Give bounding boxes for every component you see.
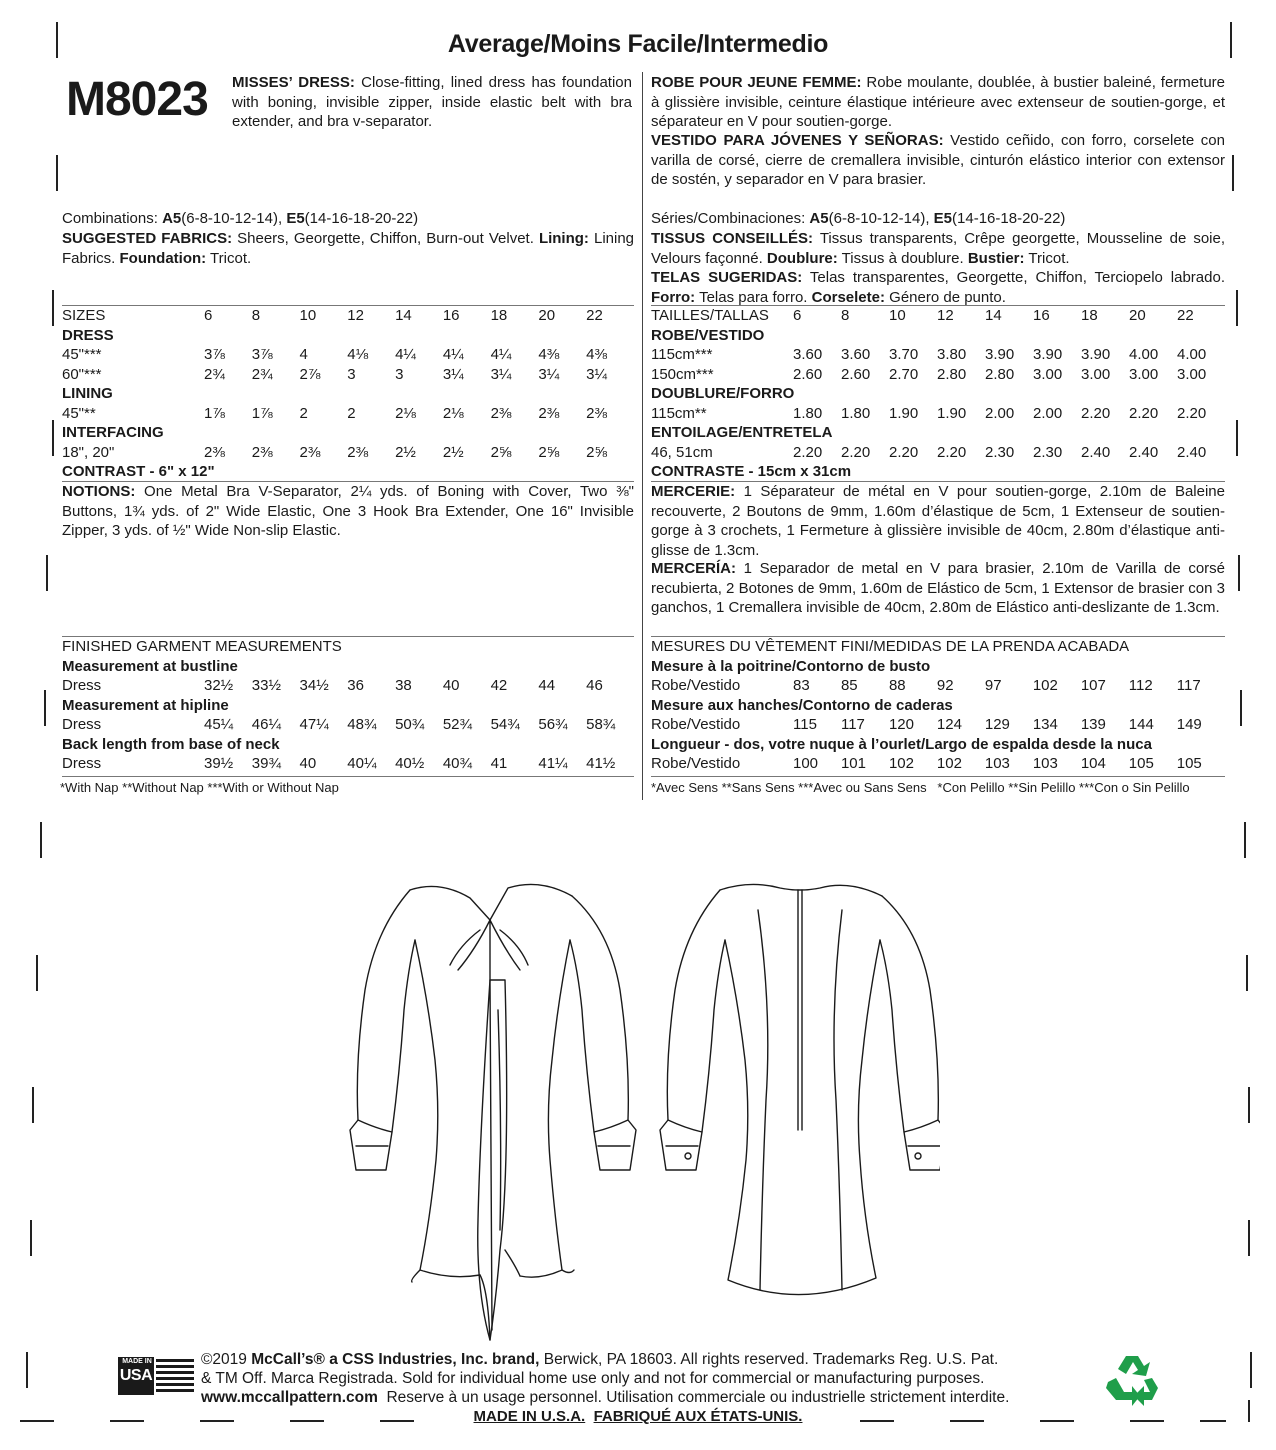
yardage-cell: 1.90 xyxy=(889,404,919,422)
measurement-cell: 107 xyxy=(1080,677,1106,694)
measurement-cell: 40 xyxy=(442,677,460,694)
measurement-cell: 41 xyxy=(490,755,508,772)
row-label: 45"** xyxy=(62,404,96,422)
measurement-row xyxy=(651,754,1225,774)
recycle-icon xyxy=(1104,1352,1160,1406)
description-fr-title: ROBE POUR JEUNE FEMME: xyxy=(651,74,862,91)
section-label: DOUBLURE/FORRO xyxy=(651,385,795,402)
yardage-cell: 1.80 xyxy=(841,404,871,422)
measurement-cell: 124 xyxy=(936,716,962,733)
combinations-label-fr: Séries/Combinaciones: xyxy=(651,210,806,227)
fabrics-es-lining-label: Forro: xyxy=(651,288,696,306)
row-label: 150cm*** xyxy=(651,365,714,383)
measurement-cell: 50¾ xyxy=(395,716,425,733)
yardage-cell: 2¾ xyxy=(251,365,273,383)
yardage-row xyxy=(651,404,1225,424)
size-header-cell: 20 xyxy=(538,307,556,324)
measurement-row-label: Robe/Vestido xyxy=(651,677,741,694)
measurement-cell: 101 xyxy=(840,755,866,772)
row-label: 60"*** xyxy=(62,365,102,383)
measurement-label: Measurement at hipline xyxy=(62,696,229,714)
notions-es-title: MERCERÍA: xyxy=(651,560,736,577)
measurement-cell: 112 xyxy=(1128,677,1153,694)
yardage-cell: 2½ xyxy=(442,443,464,461)
made-in-usa-line xyxy=(0,1408,1276,1425)
section-label: CONTRASTE - 15cm x 31cm xyxy=(651,463,852,480)
rule-note-fr xyxy=(651,776,1225,777)
measurement-label: Mesure aux hanches/Contorno de caderas xyxy=(651,696,953,714)
notions-fr-text: 1 Séparateur de métal en V pour soutien-gorge, 2.10m de Baleine recouverte, 2 Boutons de 9mm, 1.60m d’élastique de 5cm, 1 Extenseur de soutien-gorge à 3 crochets, 1 Fermeture à glissière invisible de 40cm, 2.80m d’élastique anti-glisse de 1.3cm. xyxy=(651,483,1225,559)
finished-title-row xyxy=(651,637,1225,657)
row-label: 115cm** xyxy=(651,404,707,422)
measurement-label-row xyxy=(651,735,1225,755)
yardage-cell: 3.90 xyxy=(1033,346,1063,363)
yardage-cell: 4.00 xyxy=(1177,346,1207,363)
combo-a5-sizes: (6-8-10-12-14), xyxy=(181,210,283,227)
size-header-row xyxy=(62,306,634,326)
measurement-row-label: Dress xyxy=(62,755,102,772)
yardage-cell: 4⅛ xyxy=(347,346,369,363)
yardage-cell: 3.00 xyxy=(1081,365,1111,383)
size-header-cell: 16 xyxy=(1033,307,1050,324)
description-fr-text: Robe moulante, doublée, à bustier baleiné, fermeture à glissière invisible, ceinture élastique intérieure avec extenseur de soutien-gorge, et séparateur en V pour soutien-gorge. xyxy=(651,74,1225,130)
combo-a5-code-fr: A5 xyxy=(809,210,829,227)
yardage-cell: 2⅜ xyxy=(251,443,273,461)
description-es xyxy=(651,131,1225,190)
measurement-cell: 56¾ xyxy=(538,716,568,733)
row-label: 45"*** xyxy=(62,346,102,363)
copyright-line1-rest: Berwick, PA 18603. All rights reserved. Trademarks Reg. U.S. Pat. xyxy=(539,1351,999,1368)
measurement-row-label: Robe/Vestido xyxy=(651,716,741,733)
measurement-label: Measurement at bustline xyxy=(62,657,238,675)
yardage-cell: 2.30 xyxy=(985,443,1015,461)
size-header-cell: 20 xyxy=(1129,307,1146,324)
yardage-cell: 3⅞ xyxy=(204,346,225,363)
measurement-label: Back length from base of neck xyxy=(62,735,280,753)
measurement-cell: 44 xyxy=(538,677,556,694)
notions-en xyxy=(62,482,634,541)
yardage-row xyxy=(62,443,634,463)
yardage-cell: 1.90 xyxy=(937,404,967,422)
measurement-row-label: Robe/Vestido xyxy=(651,755,741,772)
finished-table-fr xyxy=(651,637,1225,774)
measurement-cell: 105 xyxy=(1176,755,1202,772)
measurement-row-label: Dress xyxy=(62,716,102,733)
size-header-cell: 22 xyxy=(586,307,603,324)
measurement-cell: 47¼ xyxy=(299,716,329,733)
description-es-title: VESTIDO PARA JÓVENES Y SEÑORAS: xyxy=(651,132,944,149)
measurement-cell: 117 xyxy=(1176,677,1201,694)
fabrics-es-lining-text: Telas para forro. xyxy=(695,288,808,306)
copyright-line-1 xyxy=(201,1350,1101,1369)
combo-e5-sizes-fr: (14-16-18-20-22) xyxy=(952,210,1066,227)
description-en-text: Close-fitting, lined dress has foundation with boning, invisible zipper, inside elastic belt with bra extender, and bra v-separator. xyxy=(232,74,632,130)
size-header-cell: 8 xyxy=(841,307,850,324)
nap-note-en: *With Nap **Without Nap ***With or Without Nap xyxy=(60,780,339,795)
measurement-cell: 34½ xyxy=(299,677,329,694)
measurement-cell: 85 xyxy=(840,677,858,694)
fabrics-en-foundation-text: Tricot. xyxy=(206,249,252,267)
yardage-cell: 2½ xyxy=(395,443,416,461)
notions-en-title: NOTIONS: xyxy=(62,483,136,500)
notions-es-text: 1 Separador de metal en V para brasier, 2.10m de Varilla de corsé recubierta, 2 Botones de 9mm, 1.60m de Elástico de 5cm, 1 Extensor de brasier con 3 ganchos, 1 Cremallera invisible de 40cm, 2.80m de Elástico anti-deslizante de 1.3cm. xyxy=(651,560,1225,616)
size-header-row xyxy=(651,306,1225,326)
copyright-line-3 xyxy=(201,1388,1101,1407)
yardage-cell: 1⅞ xyxy=(251,404,273,422)
measurement-label-row xyxy=(651,696,1225,716)
yardage-cell: 2.60 xyxy=(841,365,871,383)
measurement-cell: 104 xyxy=(1080,755,1106,772)
row-label: 18", 20" xyxy=(62,443,115,461)
yardage-cell: 4¼ xyxy=(490,346,512,363)
fabrics-fr-bustier-label: Bustier: xyxy=(967,249,1025,267)
measurement-cell: 129 xyxy=(984,716,1010,733)
yardage-cell: 3 xyxy=(395,365,404,383)
yardage-cell: 2.20 xyxy=(1081,404,1111,422)
size-header-cell: 14 xyxy=(395,307,412,324)
measurement-cell: 46 xyxy=(586,677,603,694)
yardage-cell: 2⅜ xyxy=(490,404,512,422)
measurement-cell: 39¾ xyxy=(251,755,281,772)
combinations-en xyxy=(62,209,418,229)
yardage-cell: 3.60 xyxy=(841,346,871,363)
yardage-cell: 2.20 xyxy=(1177,404,1207,422)
yardage-cell: 2.60 xyxy=(793,365,823,383)
dress-back-view xyxy=(660,884,940,1294)
measurement-cell: 52¾ xyxy=(442,716,473,733)
yardage-table-fr xyxy=(651,306,1225,482)
notions-es xyxy=(651,559,1225,618)
combo-e5-sizes: (14-16-18-20-22) xyxy=(304,210,419,227)
combo-a5-sizes-fr: (6-8-10-12-14), xyxy=(828,210,930,227)
yardage-row xyxy=(651,365,1225,385)
fabrics-fr-lining-text: Tissus à doublure. xyxy=(837,249,964,267)
measurement-cell: 48¾ xyxy=(347,716,377,733)
yardage-cell: 2⅝ xyxy=(538,443,560,461)
size-header-label: SIZES xyxy=(62,307,106,324)
yardage-cell: 2.00 xyxy=(985,404,1015,422)
yardage-row xyxy=(651,443,1225,463)
yardage-cell: 2⅞ xyxy=(299,365,321,383)
finished-title: MESURES DU VÊTEMENT FINI/MEDIDAS DE LA PRENDA ACABADA xyxy=(651,638,1130,655)
measurement-cell: 42 xyxy=(490,677,508,694)
yardage-table-en xyxy=(62,306,634,482)
measurement-cell: 33½ xyxy=(251,677,281,694)
measurement-cell: 117 xyxy=(840,716,865,733)
measurement-cell: 41½ xyxy=(586,755,616,772)
size-header-cell: 12 xyxy=(937,307,954,324)
yardage-cell: 2⅜ xyxy=(204,443,225,461)
size-header-cell: 14 xyxy=(985,307,1002,324)
section-label: ROBE/VESTIDO xyxy=(651,326,765,344)
measurement-cell: 40 xyxy=(299,755,317,772)
fabrics-es-text: Telas transparentes, Georgette, Chiffon, Terciopelo labrado. xyxy=(802,269,1225,286)
measurement-cell: 144 xyxy=(1128,716,1154,733)
section-label: ENTOILAGE/ENTRETELA xyxy=(651,424,833,441)
size-header-cell: 12 xyxy=(347,307,364,324)
copyright-brand: McCall’s® a CSS Industries, Inc. brand, xyxy=(251,1351,540,1368)
finished-title-row xyxy=(62,637,634,657)
fabrics-fr-bustier-text: Tricot. xyxy=(1024,249,1070,267)
fabrics-en-title: SUGGESTED FABRICS: xyxy=(62,230,233,247)
yardage-row xyxy=(651,345,1225,365)
measurement-row xyxy=(651,676,1225,696)
fabrics-fr xyxy=(651,229,1225,268)
yardage-cell: 3¼ xyxy=(586,365,607,383)
made-in-usa-flag xyxy=(118,1357,194,1395)
yardage-cell: 2⅜ xyxy=(538,404,560,422)
yardage-cell: 2⅜ xyxy=(299,443,321,461)
measurement-cell: 120 xyxy=(888,716,914,733)
fabrics-fr-text: Tissus transparents, Crêpe georgette, Mousseline de soie, Velours façonné. xyxy=(651,230,1226,267)
yardage-cell: 2.80 xyxy=(937,365,967,383)
yardage-cell: 2 xyxy=(299,404,308,422)
combinations-label: Combinations: xyxy=(62,210,158,227)
section-row xyxy=(62,384,634,404)
section-label: INTERFACING xyxy=(62,424,164,441)
measurement-label: Longueur - dos, votre nuque à l’ourlet/Largo de espalda desde la nuca xyxy=(651,735,1152,753)
description-en-title: MISSES’ DRESS: xyxy=(232,74,355,91)
yardage-cell: 1.80 xyxy=(793,404,823,422)
measurement-row xyxy=(62,676,634,696)
description-fr xyxy=(651,73,1225,132)
description-es-text: Vestido ceñido, con forro, corselete con varilla de corsé, cierre de cremallera invisible, cinturón elástico interior con extensor de sostén, y separador en V para brasier. xyxy=(651,132,1225,188)
measurement-label: Mesure à la poitrine/Contorno de busto xyxy=(651,657,931,675)
yardage-cell: 3.60 xyxy=(793,346,823,363)
yardage-cell: 2⅝ xyxy=(586,443,607,461)
combo-e5-code: E5 xyxy=(286,210,305,227)
measurement-cell: 100 xyxy=(793,755,819,772)
yardage-cell: 2⅜ xyxy=(586,404,607,422)
website-link[interactable]: www.mccallpattern.com xyxy=(201,1389,378,1406)
measurement-cell: 102 xyxy=(1032,677,1058,694)
measurement-cell: 149 xyxy=(1176,716,1202,733)
yardage-cell: 2.40 xyxy=(1129,443,1159,461)
yardage-cell: 2.40 xyxy=(1177,443,1207,461)
yardage-cell: 3¼ xyxy=(538,365,560,383)
measurement-row xyxy=(651,715,1225,735)
section-label: CONTRAST - 6" x 12" xyxy=(62,463,215,480)
yardage-cell: 3.00 xyxy=(1033,365,1063,383)
measurement-cell: 58¾ xyxy=(586,716,616,733)
yardage-cell: 3 xyxy=(347,365,356,383)
section-row xyxy=(62,423,634,443)
notions-en-text: One Metal Bra V-Separator, 2¼ yds. of Boning with Cover, Two ⅜" Buttons, 1¾ yds. of 2" Wide Elastic, One 3 Hook Bra Extender, One 16" Invisible Zipper, 3 yds. of ½" Wide Non-slip Elastic. xyxy=(62,483,634,539)
notions-fr xyxy=(651,482,1225,560)
yardage-cell: 3.70 xyxy=(889,346,919,363)
yardage-cell: 2¾ xyxy=(204,365,225,383)
yardage-row xyxy=(62,345,634,365)
yardage-cell: 2.80 xyxy=(985,365,1015,383)
yardage-cell: 4 xyxy=(299,346,308,363)
size-header-cell: 10 xyxy=(889,307,906,324)
finished-table-en xyxy=(62,637,634,774)
combo-e5-code-fr: E5 xyxy=(933,210,953,227)
size-header-cell: 22 xyxy=(1177,307,1194,324)
yardage-cell: 2.20 xyxy=(793,443,823,461)
measurement-label-row xyxy=(62,696,634,716)
fabrics-en-text: Sheers, Georgette, Chiffon, Burn-out Velvet. xyxy=(232,230,534,247)
measurement-cell: 83 xyxy=(793,677,810,694)
measurement-cell: 41¼ xyxy=(538,755,568,772)
yardage-cell: 2.00 xyxy=(1033,404,1063,422)
fabrics-es xyxy=(651,268,1225,307)
measurement-cell: 102 xyxy=(888,755,914,772)
measurement-cell: 39½ xyxy=(204,755,234,772)
yardage-cell: 4⅜ xyxy=(538,346,560,363)
size-header-cell: 18 xyxy=(1081,307,1098,324)
combinations-fr xyxy=(651,209,1065,229)
column-divider xyxy=(642,72,643,800)
yardage-cell: 3¼ xyxy=(442,365,464,383)
fabrics-en xyxy=(62,229,634,268)
yardage-cell: 2.40 xyxy=(1081,443,1111,461)
yardage-cell: 4.00 xyxy=(1129,346,1159,363)
measurement-cell: 36 xyxy=(347,677,364,694)
pattern-number: M8023 xyxy=(66,73,208,126)
measurement-cell: 40¾ xyxy=(442,755,473,772)
measurement-cell: 40½ xyxy=(395,755,425,772)
measurement-label-row xyxy=(651,657,1225,677)
measurement-cell: 139 xyxy=(1080,716,1106,733)
yardage-cell: 2⅛ xyxy=(395,404,416,422)
fabrics-es-title: TELAS SUGERIDAS: xyxy=(651,269,803,286)
dress-illustrations xyxy=(340,870,940,1390)
fabrics-es-corset-label: Corselete: xyxy=(811,288,885,306)
fabrique-text: FABRIQUÉ AUX ÉTATS-UNIS. xyxy=(593,1408,803,1425)
measurement-cell: 103 xyxy=(984,755,1010,772)
yardage-cell: 3.90 xyxy=(985,346,1015,363)
measurement-cell: 40¼ xyxy=(347,755,377,772)
yardage-cell: 2⅝ xyxy=(490,443,512,461)
notions-fr-title: MERCERIE: xyxy=(651,483,736,500)
yardage-cell: 3.00 xyxy=(1177,365,1207,383)
yardage-cell: 2 xyxy=(347,404,356,422)
yardage-cell: 2.20 xyxy=(937,443,967,461)
yardage-row xyxy=(62,365,634,385)
row-label: 46, 51cm xyxy=(651,443,713,461)
measurement-row xyxy=(62,715,634,735)
size-header-cell: 6 xyxy=(204,307,213,324)
section-row xyxy=(651,462,1225,482)
section-row xyxy=(62,326,634,346)
section-row xyxy=(62,462,634,482)
measurement-cell: 92 xyxy=(936,677,954,694)
yardage-cell: 3.90 xyxy=(1081,346,1111,363)
measurement-cell: 103 xyxy=(1032,755,1058,772)
measurement-cell: 134 xyxy=(1032,716,1058,733)
description-en xyxy=(232,73,632,132)
section-label: LINING xyxy=(62,385,113,402)
measurement-row-label: Dress xyxy=(62,677,102,694)
made-in-usa-text: MADE IN U.S.A. xyxy=(473,1408,586,1425)
yardage-cell: 2.20 xyxy=(889,443,919,461)
measurement-cell: 102 xyxy=(936,755,962,772)
yardage-cell: 2.20 xyxy=(1129,404,1159,422)
measurement-cell: 32½ xyxy=(204,677,234,694)
size-header-cell: 8 xyxy=(251,307,261,324)
measurement-cell: 54¾ xyxy=(490,716,520,733)
measurement-cell: 45¼ xyxy=(204,716,234,733)
flag-usa: USA xyxy=(119,1367,153,1384)
yardage-cell: 4⅜ xyxy=(586,346,607,363)
yardage-cell: 2.70 xyxy=(889,365,919,383)
size-header-cell: 10 xyxy=(299,307,317,324)
measurement-cell: 38 xyxy=(395,677,412,694)
fabrics-fr-lining-label: Doublure: xyxy=(766,249,838,267)
combo-a5-code: A5 xyxy=(162,210,182,227)
finished-title: FINISHED GARMENT MEASUREMENTS xyxy=(62,638,342,655)
flag-made-in: MADE IN xyxy=(122,1358,152,1365)
section-row xyxy=(651,384,1225,404)
fabrics-en-lining-text: Lining Fabrics. xyxy=(62,230,635,267)
yardage-row xyxy=(62,404,634,424)
yardage-cell: 2⅛ xyxy=(442,404,464,422)
row-label: 115cm*** xyxy=(651,346,713,363)
fabrics-en-lining-label: Lining: xyxy=(538,230,589,247)
fabrics-es-corset-text: Género de punto. xyxy=(884,288,1006,306)
copyright-line-2: & TM Off. Marca Registrada. Sold for individual home use only and not for commercial or manufacturing purposes. xyxy=(201,1370,985,1387)
size-header-cell: 16 xyxy=(442,307,460,324)
yardage-cell: 4¼ xyxy=(395,346,416,363)
yardage-cell: 3⅞ xyxy=(251,346,273,363)
yardage-cell: 3¼ xyxy=(490,365,512,383)
size-header-cell: 6 xyxy=(793,307,802,324)
copyright-line3-rest: Reserve à un usage personnel. Utilisation commerciale ou industrielle strictement interdite. xyxy=(377,1389,1010,1406)
section-row xyxy=(651,423,1225,443)
yardage-cell: 1⅞ xyxy=(204,404,225,422)
copyright-year: ©2019 xyxy=(201,1351,252,1368)
yardage-cell: 2.20 xyxy=(841,443,871,461)
nap-note-fr: *Avec Sens **Sans Sens ***Avec ou Sans Sens *Con Pelillo **Sin Pelillo ***Con o Sin Pelillo xyxy=(651,780,1190,795)
fabrics-fr-title: TISSUS CONSEILLÉS: xyxy=(651,230,814,247)
measurement-cell: 97 xyxy=(984,677,1002,694)
measurement-label-row xyxy=(62,735,634,755)
difficulty-title: Average/Moins Facile/Intermedio xyxy=(447,30,829,58)
dress-front-view xyxy=(350,884,636,1340)
yardage-cell: 3.80 xyxy=(937,346,967,363)
section-row xyxy=(651,326,1225,346)
measurement-cell: 115 xyxy=(793,716,817,733)
measurement-cell: 46¼ xyxy=(251,716,281,733)
measurement-cell: 105 xyxy=(1128,755,1154,772)
yardage-cell: 2⅜ xyxy=(347,443,369,461)
rule-note-en xyxy=(62,776,634,777)
size-header-label: TAILLES/TALLAS xyxy=(651,307,769,324)
yardage-cell: 3.00 xyxy=(1129,365,1159,383)
measurement-label-row xyxy=(62,657,634,677)
measurement-row xyxy=(62,754,634,774)
section-label: DRESS xyxy=(62,326,114,344)
yardage-cell: 2.30 xyxy=(1033,443,1063,461)
fabrics-en-foundation-label: Foundation: xyxy=(119,249,207,267)
yardage-cell: 4¼ xyxy=(442,346,464,363)
measurement-cell: 88 xyxy=(888,677,906,694)
size-header-cell: 18 xyxy=(490,307,508,324)
